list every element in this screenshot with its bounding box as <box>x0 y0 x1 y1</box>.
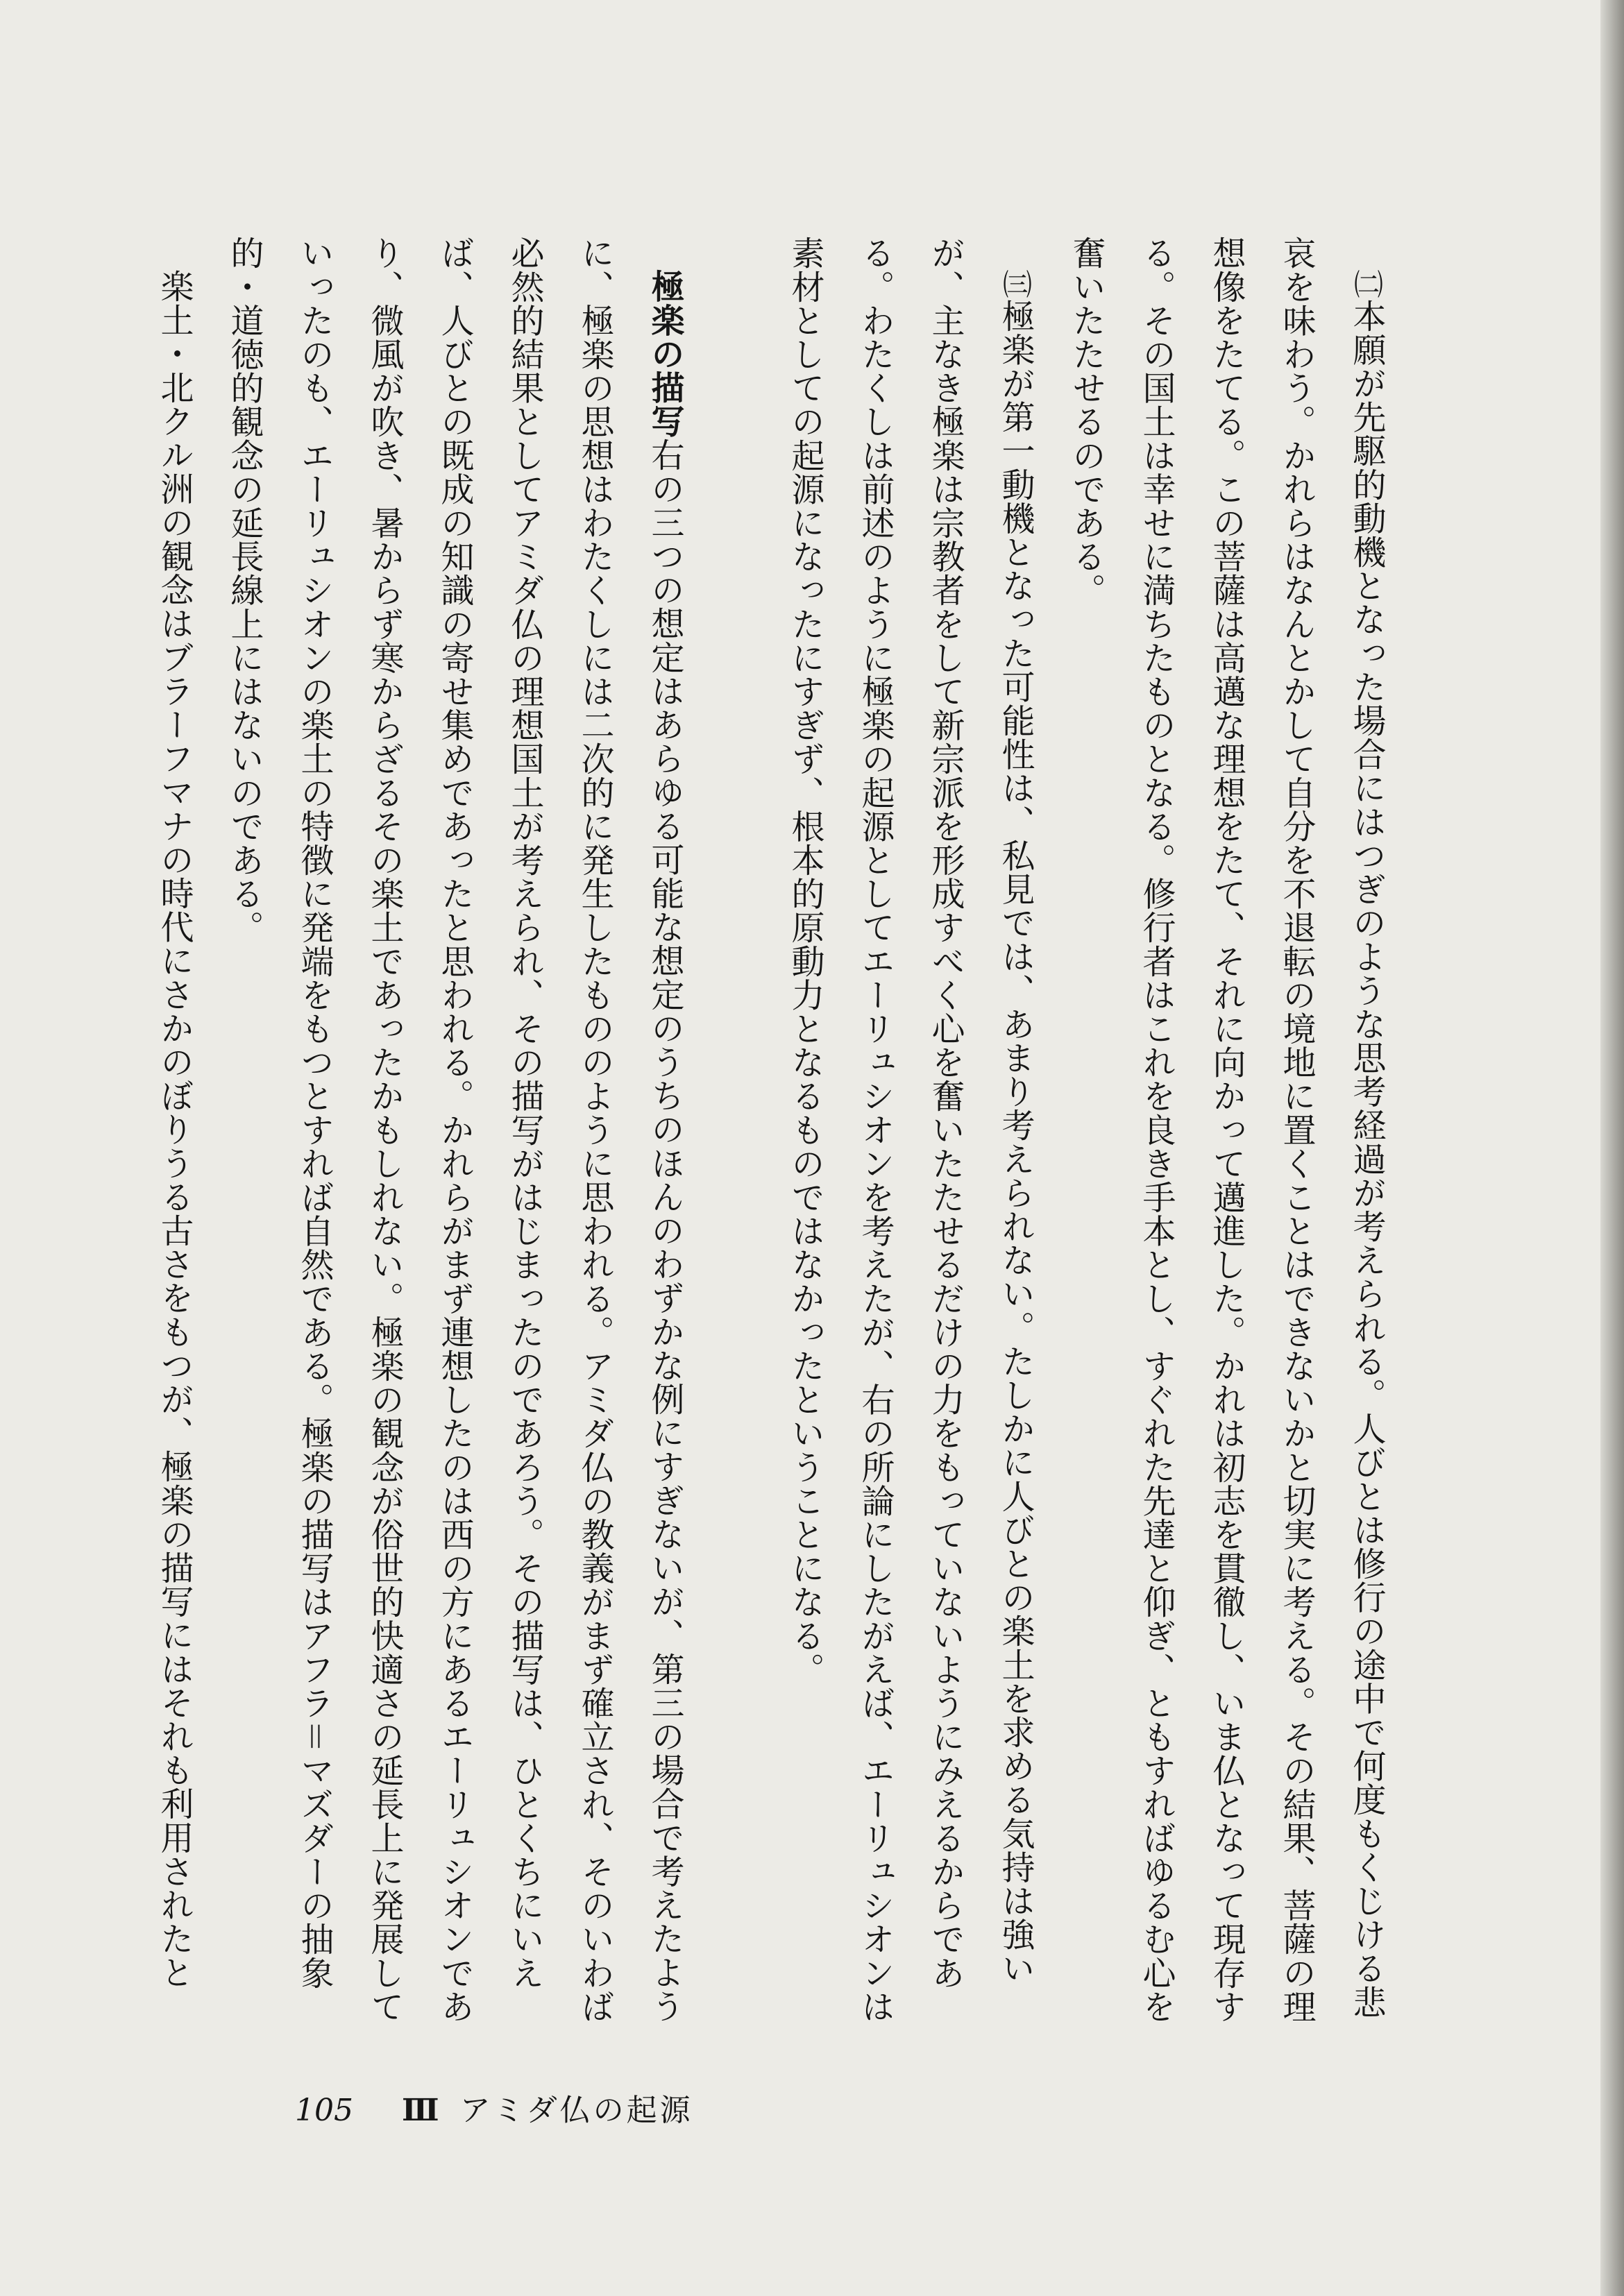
chapter-title: アミダ仏の起源 <box>459 2093 693 2128</box>
page-edge-shadow <box>1600 0 1624 2296</box>
chapter-number: Ⅲ <box>401 2093 439 2128</box>
section-paragraph-text: 右の三つの想定はあらゆる可能な想定のうちのほんのわずかな例にすぎないが、第三の場合で考えたように、極楽の思想はわたくしには二次的に発生したもののように思われる。アミダ仏の教義がまず確立され、そのいわば必然的結果としてアミダ仏の理想国土が考えられ、その描写がはじまったのであろう。その描写は、ひとくちにいえば、人びとの既成の知識の寄せ集めであったと思われる。かれらがまず連想したのは西の方にあるエーリュシオンであり、微風が吹き、暑からず寒からざるその楽土であったかもしれない。極楽の観念が俗世的快適さの延長上に発展していったのも、エーリュシオンの楽土の特徴に発端をもつとすれば自然である。極楽の描写はアフラ＝マズダーの抽象的・道徳的観念の延長線上にはないのである。 <box>225 236 684 2023</box>
section-heading: 極楽の描写 <box>645 269 684 438</box>
paragraph-2-text: 本願が先駆的動機となった場合にはつぎのような思考経過が考えられる。人びとは修行の途中で何度もくじける悲哀を味わう。かれらはなんとかして自分を不退転の境地に置くことはできないかと切実に考える。その結果、菩薩の理想像をたてる。この菩薩は高邁な理想をたて、それに向かって邁進した。かれは初志を貫徹し、いま仏となって現存する。その国土は幸せに満ちたものとなる。修行者はこれを良き手本とし、すぐれた先達と仰ぎ、ともすればゆるむ心を奮いたたせるのである。 <box>1067 236 1386 2023</box>
page-number: 105 <box>295 2093 353 2128</box>
vertical-text-block <box>155 236 1402 2040</box>
list-marker-2: ㈡ <box>1350 269 1384 299</box>
paragraph-3-text: 極楽が第一動機となった可能性は、私見では、あまり考えられない。たしかに人びとの楽土を求める気持は強いが、主なき極楽は宗教者をして新宗派を形成すべく心を奮いたたせるだけの力をもっていないようにみえるからである。わたくしは前述のように極楽の起源としてエーリュシオンを考えたが、右の所論にしたがえば、エーリュシオンは素材としての起源になったにすぎず、根本的原動力となるものではなかったということになる。 <box>786 236 1035 2023</box>
list-marker-3: ㈢ <box>999 269 1033 299</box>
paragraph-3 <box>770 236 1051 2040</box>
paragraph-2 <box>1051 236 1402 2040</box>
paragraph-continuation <box>139 236 209 2040</box>
page-footer <box>295 2085 781 2134</box>
paragraph-continuation-text: 楽土・北クル洲の観念はブラーフマナの時代にさかのぼりうる古さをもつが、極楽の描写にはそれも利用されたと <box>155 269 194 1989</box>
section-paragraph <box>209 236 700 2040</box>
